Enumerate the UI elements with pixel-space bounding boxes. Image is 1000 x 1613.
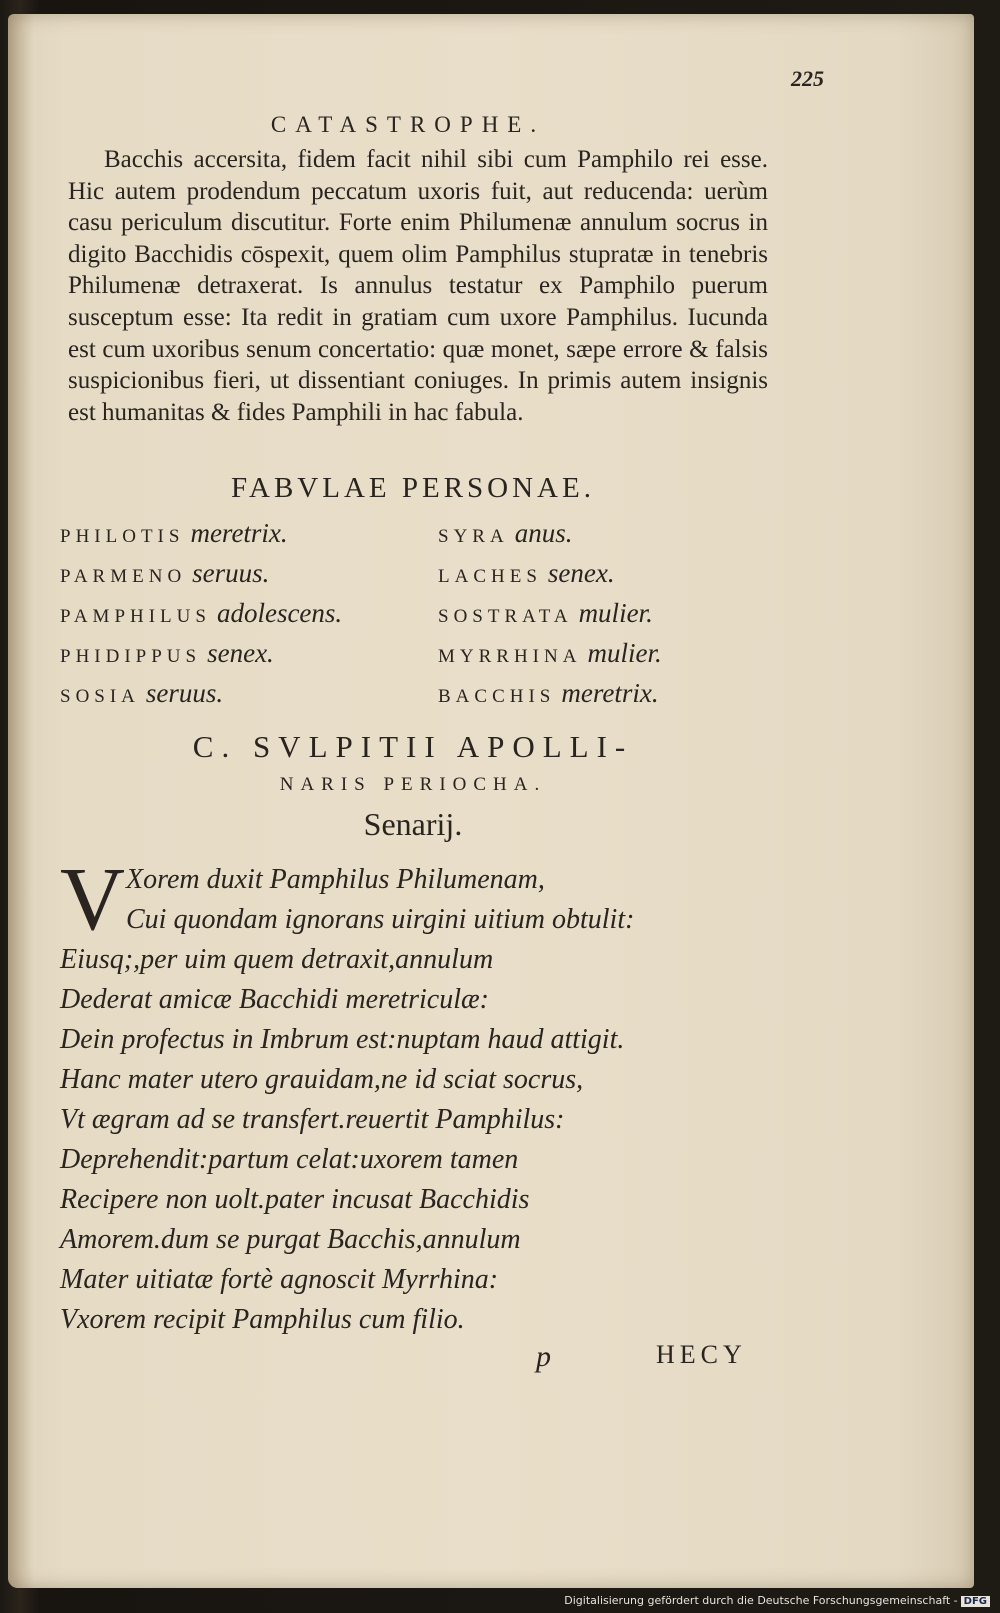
verse-line: Deprehendit:partum celat:uxorem tamen	[60, 1144, 519, 1175]
persona-name: SYRA	[438, 526, 509, 547]
persona-name: PAMPHILUS	[60, 606, 211, 627]
book-page	[8, 14, 974, 1588]
catchword: HECY	[656, 1340, 747, 1369]
verse-line: Dein profectus in Imbrum est:nuptam haud attigit.	[60, 1024, 625, 1055]
persona-row	[438, 558, 818, 598]
persona-row	[60, 678, 440, 718]
meter-heading: Senarij.	[363, 806, 463, 842]
personae-right-column	[438, 518, 818, 718]
verse-line: Hanc mater utero grauidam,ne id sciat socrus,	[60, 1064, 584, 1095]
catastrophe-heading: CATASTROPHE.	[270, 112, 546, 137]
credit-text: Digitalisierung gefördert durch die Deutsche Forschungsgemeinschaft -	[564, 1594, 958, 1607]
persona-role: seruus.	[192, 558, 270, 588]
dfg-logo-badge: DFG	[961, 1596, 990, 1607]
persona-role: senex.	[207, 638, 274, 668]
persona-role: mulier.	[578, 598, 653, 628]
persona-role: adolescens.	[216, 598, 343, 628]
page-gutter-shadow	[8, 14, 34, 1588]
persona-role: mulier.	[587, 638, 662, 668]
persona-name: SOSIA	[60, 686, 140, 707]
folio-number: 225	[791, 66, 824, 91]
persona-role: senex.	[547, 558, 615, 588]
periocha-heading-line-2: NARIS PERIOCHA.	[279, 774, 547, 795]
persona-name: PARMENO	[60, 566, 187, 587]
persona-role: seruus.	[145, 678, 224, 708]
verse-line: Eiusq;,per uim quem detraxit,annulum	[60, 944, 494, 975]
verse-line: Vt ægram ad se transfert.reuertit Pamphilus:	[60, 1104, 565, 1135]
verse-line: Amorem.dum se purgat Bacchis,annulum	[60, 1224, 521, 1255]
persona-role: meretrix.	[561, 678, 659, 708]
verse-line: Recipere non uolt.pater incusat Bacchidis	[60, 1184, 530, 1215]
persona-name: PHILOTIS	[60, 526, 185, 547]
persona-name: LACHES	[438, 566, 542, 587]
persona-name: PHIDIPPUS	[60, 646, 202, 667]
periocha-verse	[60, 850, 820, 1340]
persona-row	[438, 678, 818, 718]
persona-row	[438, 598, 818, 638]
argument-paragraph: Bacchis accersita, fidem facit nihil sibi cum Pamphilo rei esse. Hic autem prodendum peccatum uxoris fuit, aut reducenda: uerùm casu periculum discutitur. Forte enim Philumenæ annulum socrus in digito Bacchidis cōspexit, quem olim Pamphilus stupratæ in tenebris Philumenæ detraxerat. Is annulus testatur ex Pamphilo puerum susceptum esse: Ita redit in gratiam cum uxore Pamphilus. Iucunda est cum uxoribus senum concertatio: quæ monet, sæpe errore & falsis suspicionibus fieri, ut dissentiant coniuges. In primis autem insignis est humanitas & fides Pamphili in hac fabula.	[68, 146, 768, 426]
persona-role: anus.	[514, 518, 573, 548]
persona-name: BACCHIS	[438, 686, 556, 707]
periocha-heading-line-1: C. SVLPITII APOLLI-	[192, 729, 634, 764]
persona-row	[60, 598, 440, 638]
digitization-credit	[564, 1594, 990, 1607]
persona-role: meretrix.	[190, 518, 288, 548]
persona-row	[438, 518, 818, 558]
persona-row	[60, 558, 440, 598]
persona-row	[60, 638, 440, 678]
verse-line: Xorem duxit Pamphilus Philumenam,	[126, 864, 545, 895]
persona-row	[60, 518, 440, 558]
verse-line: Cui quondam ignorans uirgini uitium obtulit:	[126, 904, 635, 935]
drop-cap-initial: V	[60, 850, 125, 949]
personae-heading: FABVLAE PERSONAE.	[231, 472, 595, 504]
persona-name: SOSTRATA	[438, 606, 573, 627]
persona-row	[438, 638, 818, 678]
verse-line: Dederat amicæ Bacchidi meretriculæ:	[60, 984, 489, 1015]
persona-name: MYRRHINA	[438, 646, 582, 667]
verse-line: Vxorem recipit Pamphilus cum filio.	[60, 1304, 465, 1335]
verse-line: Mater uitiatæ fortè agnoscit Myrrhina:	[60, 1264, 499, 1295]
personae-left-column	[60, 518, 440, 718]
signature-mark: p	[536, 1340, 551, 1373]
